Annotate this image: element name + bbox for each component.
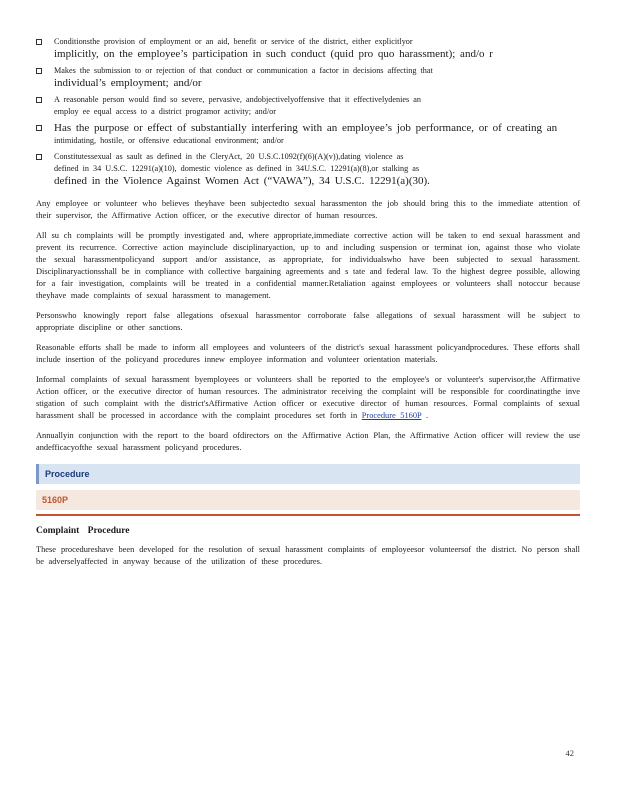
informal-complaints-end: . [421,411,429,420]
bullet-item-job-performance [36,122,580,147]
bullet-text: employ ee equal access to a district programor activity; and/or [54,107,276,116]
checkbox-bullet-icon [36,39,42,45]
paragraph-informal-complaints [36,374,580,422]
bullet-text: A reasonable person would find so severe, pervasive, andobjectivelyoffensive that it effectivelydenies an [54,95,422,104]
definition-bullet-list [36,36,580,188]
paragraph-false-allegations: Personswho knowingly report false allegations ofsexual harassmentor corroborate false allegations of sexual harassment will be subject to appropriate discipline or other sanctions. [36,311,580,332]
checkbox-bullet-icon [36,154,42,160]
section-title: Procedure [45,469,90,479]
bullet-item-quid-pro-quo [36,36,580,61]
complaint-procedure-heading: Complaint Procedure [36,526,130,536]
document-page [36,36,580,576]
bullet-text: intimidating, hostile, or offensive educational environment; and/or [54,136,284,145]
paragraph-investigation: All su ch complaints will be promptly investigated and, where appropriate,immediate corrective action will be taken to end sexual harassment and prevent its recurrence. Corrective action mayinclude disciplinaryaction, up to and including suspension or terminat ion, against those who violate the sexual harassmentpolicyand support and/or assistance, as appropriate, for individualswho have been subjected to sexual harassment. Disciplinaryactionsshall be in compliance with collective bargaining agreements and s tate and federal law. To the highest degree possible, allowing for a fair investigation, complaints will be treated in a confidential manner.Retaliation against employees or volunteers shall notoccur because theyhave made complaints of sexual harassment to management. [36,231,580,300]
checkbox-bullet-icon [36,68,42,74]
bullet-item-decision-factor [36,65,580,90]
procedure-code: 5160P [42,495,69,505]
checkbox-bullet-icon [36,97,42,103]
paragraph-annual-review: Annuallyin conjunction with the report to the board ofdirectors on the Affirmative Action Plan, the Affirmative Action officer will review the use andefficacyofthe sexual harassment policyand procedures. [36,431,580,452]
page-number: 42 [565,748,574,758]
section-heading-procedure [36,464,580,484]
bullet-item-clery-vawa [36,151,580,188]
paragraph-inform-employees: Reasonable efforts shall be made to inform all employees and volunteers of the district's sexual harassment policyandprocedures. These efforts shall include insertion of the policyand procedures innew employee information and volunteer orientation materials. [36,343,580,364]
bullet-text: Constitutessexual as sault as defined in the CleryAct, 20 U.S.C.1092(f)(6)(A)(v)),dating violence as [54,152,404,161]
bullet-text: individual’s employment; and/or [54,77,202,89]
bullet-text: defined in 34 U.S.C. 12291(a)(10), domestic violence as defined in 34U.S.C. 12291(a)(8),or stalking as [54,164,420,173]
section-divider [36,514,580,516]
bullet-text: Conditionsthe provision of employment or an aid, benefit or service of the district, either explicitlyor [54,37,413,46]
informal-complaints-text: Informal complaints of sexual harassment byemployees or volunteers shall be reported to the employee's or volunteer's supervisor,the Affirmative Action officer, or the executive director of human resources. The administrator receiving the complaint will be responsible for coordinatingthe inve stigation of such complaint with the district'sAffirmative Action officer or executive director of human resources. Formal complaints of sexual harassment shall be processed in accordance with the complaint procedures set forth in [36,375,580,420]
paragraph-procedure-intro: These procedureshave been developed for the resolution of sexual harassment complaints of employeesor volunteersof the district. No person shall be adverselyaffected in anyway because of the utilization of these procedures. [36,545,580,566]
procedure-code-heading [36,490,580,510]
paragraph-report-to-supervisor: Any employee or volunteer who believes theyhave been subjectedto sexual harassmenton the job should bring this to the immediate attention of their supervisor, the Affirmative Action officer, or the executive director of human resources. [36,199,580,220]
bullet-text: defined in the Violence Against Women Act (“VAWA”), 34 U.S.C. 12291(a)(30). [54,175,430,187]
checkbox-bullet-icon [36,125,42,131]
bullet-text: Makes the submission to or rejection of that conduct or communication a factor in decisions affecting that [54,66,433,75]
bullet-text: Has the purpose or effect of substantially interfering with an employee’s job performance, or of creating an [54,122,558,134]
bullet-text: implicitly, on the employee’s participation in such conduct (quid pro quo harassment); and/o r [54,48,493,60]
procedure-5160p-link[interactable]: Procedure 5160P [361,411,422,420]
bullet-item-severe-pervasive [36,94,580,118]
